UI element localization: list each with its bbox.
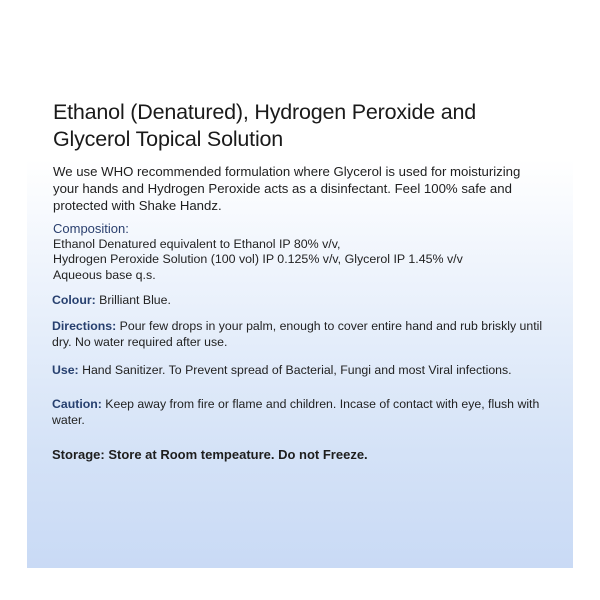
caution-text: Keep away from fire or flame and children. Incase of contact with eye, flush with water. <box>52 397 540 427</box>
caution-section <box>52 396 552 428</box>
colour-label: Colour: <box>52 293 96 307</box>
product-title-line-1: Ethanol (Denatured), Hydrogen Peroxide and <box>53 100 477 124</box>
directions-section <box>52 318 552 350</box>
intro-paragraph: We use WHO recommended formulation where Glycerol is used for moisturizing your hands and Hydrogen Peroxide acts as a disinfectant. Feel 100% safe and protected with Shake Handz. <box>53 164 521 213</box>
composition-line-2: Hydrogen Peroxide Solution (100 vol) IP 0.125% v/v, Glycerol IP 1.45% v/v <box>53 252 463 266</box>
composition-heading: Composition: <box>53 221 129 236</box>
product-title-line-2: Glycerol Topical Solution <box>53 127 284 151</box>
directions-label: Directions: <box>52 319 117 333</box>
colour-text: Brilliant Blue. <box>95 293 171 307</box>
use-text: Hand Sanitizer. To Prevent spread of Bacterial, Fungi and most Viral infections. <box>78 363 512 377</box>
colour-section <box>52 292 552 308</box>
caution-label: Caution: <box>52 397 102 411</box>
gradient-panel <box>27 0 573 568</box>
composition-line-1: Ethanol Denatured equivalent to Ethanol IP 80% v/v, <box>53 236 341 251</box>
storage-note: Storage: Store at Room tempeature. Do not Freeze. <box>52 447 368 462</box>
composition-section <box>53 221 553 283</box>
composition-line-3: Aqueous base q.s. <box>53 267 156 282</box>
directions-text: Pour few drops in your palm, enough to cover entire hand and rub briskly until dry. No water required after use. <box>52 319 543 349</box>
product-title <box>53 99 553 153</box>
use-section <box>52 362 552 378</box>
use-label: Use: <box>52 363 79 377</box>
